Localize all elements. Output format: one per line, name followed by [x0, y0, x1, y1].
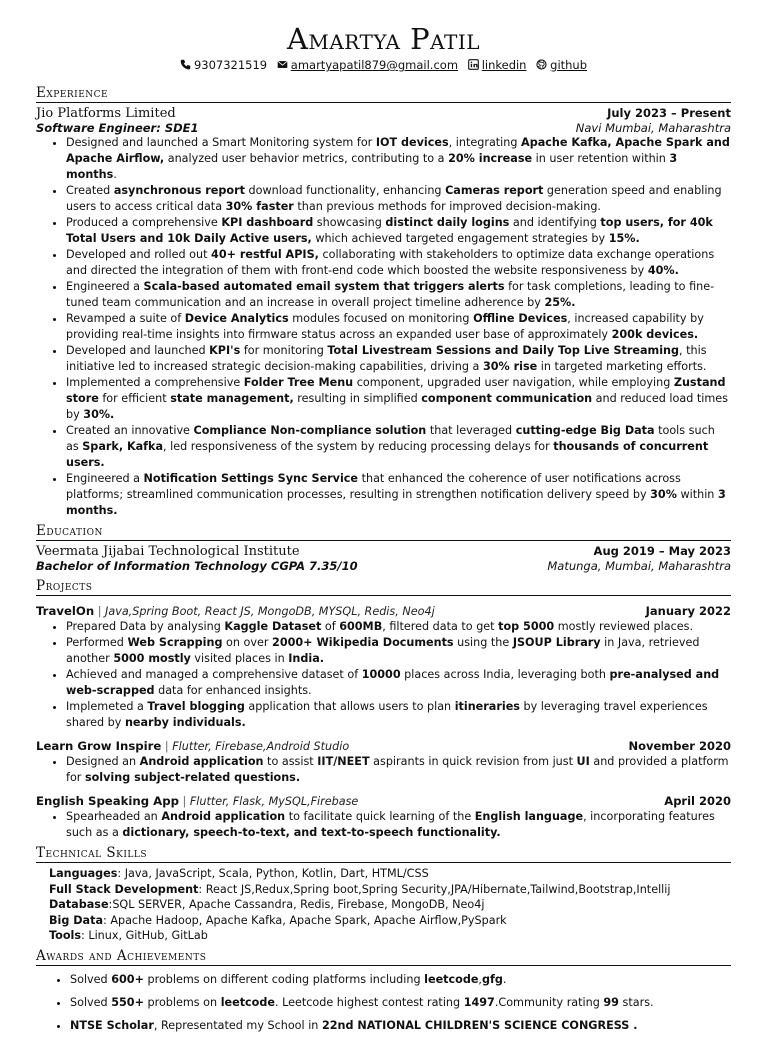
- degree: Bachelor of Information Technology CGPA 7.35/10: [36, 559, 358, 573]
- bullet-item: [70, 1014, 731, 1037]
- bullet-text: Designed an: [66, 755, 140, 768]
- bullet-emphasis: 40+ restful APIS,: [211, 248, 319, 261]
- bullet-emphasis: component communication: [421, 392, 593, 405]
- skill-line: [49, 897, 731, 913]
- candidate-name: Amartya Patil: [286, 22, 481, 56]
- bullet-text: .: [113, 168, 117, 181]
- bullet-emphasis: 1497: [463, 995, 495, 1009]
- bullet-item: [66, 311, 731, 343]
- github-item[interactable]: [536, 58, 587, 72]
- bullet-text: within: [676, 488, 718, 501]
- bullet-emphasis: 550+: [111, 995, 144, 1009]
- bullet-emphasis: 30%: [650, 488, 677, 501]
- experience-entry: [36, 106, 731, 519]
- bullet-item: [66, 215, 731, 247]
- bullet-text: for monitoring: [240, 344, 328, 357]
- bullet-text: data for enhanced insights.: [154, 684, 312, 697]
- bullet-emphasis: 25%.: [544, 296, 576, 309]
- bullet-emphasis: Kaggle Dataset: [224, 620, 322, 633]
- bullet-emphasis: IOT devices: [375, 136, 449, 149]
- project-separator: |: [178, 795, 190, 808]
- bullet-text: .Community rating: [494, 995, 604, 1009]
- bullet-text: collaborating with stakeholders to optimize data exchange operations and directed the integration of them with front-end code which boosted the website responsiveness by: [66, 248, 715, 277]
- bullet-emphasis: 99: [603, 995, 619, 1009]
- experience-date: July 2023 – Present: [607, 106, 731, 120]
- bullet-text: component, upgraded user navigation, while employing: [353, 376, 674, 389]
- project-entry: [36, 790, 731, 841]
- linkedin-item[interactable]: [468, 58, 530, 72]
- skill-label: Full Stack Development: [49, 882, 199, 896]
- skill-line: [49, 882, 731, 898]
- bullet-text: visited places in: [190, 652, 289, 665]
- bullet-emphasis: NTSE Scholar: [70, 1018, 154, 1032]
- awards-block: [36, 968, 731, 1037]
- section-title-experience: Experience: [36, 85, 731, 103]
- bullet-emphasis: IIT/NEET: [317, 755, 370, 768]
- project-tech: Flutter, Flask, MySQL,Firebase: [189, 795, 359, 808]
- bullet-emphasis: 30% faster: [225, 200, 294, 213]
- bullet-text: problems on: [143, 995, 221, 1009]
- bullet-text: Developed and launched: [66, 344, 210, 357]
- bullet-text: by leveraging travel experiences shared by: [66, 700, 708, 729]
- project-bullets: [36, 754, 731, 786]
- phone-item[interactable]: [180, 58, 271, 72]
- bullet-item: [66, 471, 731, 519]
- bullet-emphasis: KPI's: [209, 344, 241, 357]
- linkedin-icon: [468, 59, 479, 70]
- github-icon: [536, 59, 547, 70]
- project-name: English Speaking App: [36, 794, 179, 808]
- project-separator: |: [161, 740, 173, 753]
- phone-number: 9307321519: [193, 58, 268, 72]
- bullet-emphasis: 600MB: [339, 620, 383, 633]
- bullet-emphasis: 5000 mostly: [113, 652, 191, 665]
- skill-label: Languages: [49, 867, 118, 880]
- bullet-text: which achieved targeted engagement strategies by: [311, 232, 609, 245]
- bullet-text: modules focused on monitoring: [288, 312, 474, 325]
- email-item[interactable]: [277, 58, 462, 72]
- skill-line: [49, 928, 731, 944]
- bullet-emphasis: 10000: [361, 668, 401, 681]
- phone-icon: [180, 59, 191, 70]
- bullet-emphasis: 3 months: [66, 152, 678, 181]
- bullet-emphasis: 2000+ Wikipedia Documents: [272, 636, 454, 649]
- bullet-text: .: [502, 972, 507, 986]
- bullet-emphasis: India.: [288, 652, 324, 665]
- project-separator: |: [94, 605, 106, 618]
- education-location: Matunga, Mumbai, Maharashtra: [547, 559, 731, 573]
- bullet-emphasis: Android application: [161, 810, 286, 823]
- bullet-emphasis: 200k devices.: [611, 328, 699, 341]
- contact-line: [36, 58, 731, 72]
- bullet-emphasis: distinct daily logins: [385, 216, 510, 229]
- bullet-text: Solved: [70, 995, 112, 1009]
- bullet-text: in Java, retrieved another: [66, 636, 700, 665]
- bullet-text: Performed: [66, 636, 128, 649]
- project-name: Learn Grow Inspire: [36, 739, 162, 753]
- bullet-text: mostly reviewed places.: [554, 620, 694, 633]
- bullet-emphasis: Notification Settings Sync Service: [143, 472, 359, 485]
- bullet-text: resulting in simplified: [293, 392, 422, 405]
- section-title-education: Education: [36, 523, 731, 541]
- bullet-emphasis: leetcode: [424, 972, 479, 986]
- bullet-item: [66, 247, 731, 279]
- bullet-emphasis: 20% increase: [448, 152, 533, 165]
- bullet-text: Revamped a suite of: [66, 312, 185, 325]
- job-role: Software Engineer: SDE1: [36, 121, 199, 135]
- awards-bullets: [36, 968, 731, 1037]
- skill-value: : Java, JavaScript, Scala, Python, Kotlin, Dart, HTML/CSS: [117, 867, 429, 880]
- skill-value: : Apache Hadoop, Apache Kafka, Apache Spark, Apache Airflow,PySpark: [103, 913, 507, 927]
- section-title-skills: Technical Skills: [36, 845, 731, 863]
- bullet-emphasis: 600+: [111, 972, 144, 986]
- skill-value: :SQL SERVER, Apache Cassandra, Redis, Firebase, MongoDB, Neo4j: [108, 898, 485, 911]
- bullet-item: [66, 809, 731, 841]
- bullet-emphasis: Web Scrapping: [127, 636, 223, 649]
- bullet-emphasis: asynchronous report: [113, 184, 245, 197]
- bullet-text: Engineered a: [66, 280, 144, 293]
- bullet-emphasis: Apache Kafka, Apache Spark and Apache Airflow,: [66, 136, 730, 165]
- experience-location: Navi Mumbai, Maharashtra: [575, 121, 731, 135]
- bullet-emphasis: nearby individuals.: [124, 716, 246, 729]
- bullet-item: [66, 423, 731, 471]
- bullet-emphasis: JSOUP Library: [512, 636, 601, 649]
- bullet-text: analyzed user behavior metrics, contributing to a: [164, 152, 449, 165]
- project-tech: Flutter, Firebase,Android Studio: [172, 740, 350, 753]
- bullet-text: Implemeted a: [66, 700, 148, 713]
- bullet-emphasis: Scala-based automated email system that triggers alerts: [143, 280, 505, 293]
- bullet-text: aspirants in quick revision from just: [369, 755, 577, 768]
- projects-list: [36, 600, 731, 841]
- project-entry: [36, 600, 731, 731]
- bullet-emphasis: 30% rise: [482, 360, 538, 373]
- bullet-item: [66, 135, 731, 183]
- bullet-text: Designed and launched a Smart Monitoring system for: [66, 136, 376, 149]
- skill-line: [49, 866, 731, 882]
- bullet-emphasis: pre-analysed and web-scrapped: [66, 668, 720, 697]
- bullet-text: . Leetcode highest contest rating: [274, 995, 464, 1009]
- bullet-emphasis: state management,: [170, 392, 294, 405]
- project-name: TravelOn: [36, 604, 95, 618]
- bullet-text: application that allows users to plan: [244, 700, 455, 713]
- bullet-emphasis: itineraries: [454, 700, 520, 713]
- bullet-emphasis: UI: [576, 755, 590, 768]
- bullet-emphasis: solving subject-related questions.: [84, 771, 301, 784]
- bullet-text: Solved: [70, 972, 112, 986]
- bullet-emphasis: 40%.: [647, 264, 679, 277]
- project-tech: Java,Spring Boot, React JS, MongoDB, MYSQL, Redis, Neo4j: [105, 605, 435, 618]
- project-date: November 2020: [628, 739, 731, 753]
- bullet-emphasis: English language: [474, 810, 584, 823]
- bullet-emphasis: Total Livestream Sessions and Daily Top Live Streaming: [327, 344, 680, 357]
- bullet-text: and provided a platform for: [66, 755, 729, 784]
- bullet-text: , led responsiveness of the system by reducing processing delays for: [163, 440, 554, 453]
- bullet-text: showcasing: [313, 216, 386, 229]
- education-entry: [36, 544, 731, 573]
- bullet-text: tools such as: [66, 424, 715, 453]
- skill-label: Big Data: [49, 913, 103, 927]
- bullet-emphasis: 30%.: [83, 408, 115, 421]
- bullet-emphasis: KPI dashboard: [221, 216, 314, 229]
- project-bullets: [36, 809, 731, 841]
- bullet-text: in user retention within: [532, 152, 670, 165]
- bullet-item: [66, 375, 731, 423]
- bullet-item: [70, 968, 731, 991]
- bullet-text: , this initiative led to increased strategic decision-making capabilities, driving a: [66, 344, 707, 373]
- bullet-text: , filtered data to get: [382, 620, 499, 633]
- bullet-text: than previous methods for improved decision-making.: [293, 200, 601, 213]
- bullet-emphasis: dictionary, speech-to-text, and text-to-speech functionality.: [122, 826, 501, 839]
- skill-label: Database: [49, 898, 109, 911]
- company-name: Jio Platforms Limited: [36, 106, 176, 121]
- bullet-emphasis: Android application: [139, 755, 264, 768]
- bullet-item: [66, 343, 731, 375]
- bullet-item: [66, 183, 731, 215]
- github-link[interactable]: github: [550, 58, 588, 72]
- bullet-text: stars.: [618, 995, 654, 1009]
- bullet-text: places across India, leveraging both: [400, 668, 610, 681]
- bullet-text: Engineered a: [66, 472, 144, 485]
- linkedin-link[interactable]: linkedin: [481, 58, 527, 72]
- bullet-emphasis: 22nd NATIONAL CHILDREN'S SCIENCE CONGRESS .: [321, 1018, 638, 1032]
- bullet-item: [66, 635, 731, 667]
- project-entry: [36, 735, 731, 786]
- bullet-text: Developed and rolled out: [66, 248, 212, 261]
- bullet-emphasis: top users, for 40k Total Users and 10k Daily Active users,: [66, 216, 713, 245]
- bullet-text: in targeted marketing efforts.: [537, 360, 707, 373]
- skills-list: [36, 866, 731, 944]
- education-date: Aug 2019 – May 2023: [593, 544, 731, 558]
- bullet-text: on over: [222, 636, 273, 649]
- project-bullets: [36, 619, 731, 731]
- bullet-text: that leveraged: [426, 424, 516, 437]
- skill-line: [49, 913, 731, 929]
- section-title-projects: Projects: [36, 578, 731, 596]
- bullet-text: using the: [453, 636, 513, 649]
- bullet-text: for efficient: [98, 392, 171, 405]
- project-date: April 2020: [664, 794, 731, 808]
- bullet-text: , incorporating features such as a: [66, 810, 715, 839]
- bullet-item: [70, 991, 731, 1014]
- project-date: January 2022: [645, 604, 731, 618]
- bullet-item: [66, 667, 731, 699]
- email-link[interactable]: amartyapatil879@gmail.com: [290, 58, 459, 72]
- bullet-emphasis: gfg: [481, 972, 503, 986]
- bullet-text: to facilitate quick learning of the: [285, 810, 475, 823]
- bullet-text: ,: [478, 972, 482, 986]
- experience-bullets: [36, 135, 731, 519]
- bullet-text: and reduced load times by: [66, 392, 728, 421]
- bullet-emphasis: thousands of concurrent users.: [66, 440, 709, 469]
- bullet-text: generation speed and enabling users to access critical data: [66, 184, 722, 213]
- envelope-icon: [277, 59, 288, 70]
- bullet-emphasis: 15%.: [608, 232, 640, 245]
- bullet-text: Created: [66, 184, 114, 197]
- skill-value: : React JS,Redux,Spring boot,Spring Security,JPA/Hibernate,Tailwind,Bootstrap,Intellij: [198, 882, 671, 896]
- bullet-text: Prepared Data by analysing: [66, 620, 225, 633]
- skill-value: : Linux, GitHub, GitLab: [81, 929, 208, 942]
- bullet-emphasis: Spark, Kafka: [82, 440, 164, 453]
- bullet-emphasis: top 5000: [498, 620, 555, 633]
- bullet-text: for task completions, leading to fine-tuned team communication and an increase in overall project timeline adherence by: [66, 280, 715, 309]
- bullet-text: Spearheaded an: [66, 810, 162, 823]
- bullet-text: problems on different coding platforms including: [143, 972, 425, 986]
- bullet-emphasis: Zustand store: [66, 376, 726, 405]
- school-name: Veermata Jijabai Technological Institute: [36, 544, 300, 559]
- bullet-text: of: [321, 620, 340, 633]
- bullet-item: [66, 619, 731, 635]
- bullet-emphasis: Folder Tree Menu: [243, 376, 354, 389]
- bullet-emphasis: Cameras report: [445, 184, 544, 197]
- bullet-text: and identifying: [509, 216, 601, 229]
- bullet-text: Created an innovative: [66, 424, 194, 437]
- bullet-text: Achieved and managed a comprehensive dataset of: [66, 668, 362, 681]
- bullet-emphasis: 3 months.: [66, 488, 726, 517]
- bullet-text: , increased capability by providing real-time insights into firmware status across an expanded user base of approximately: [66, 312, 704, 341]
- bullet-text: that enhanced the coherence of user notifications across platforms; streamlined communication processes, resulting in strengthen notification delivery speed by: [66, 472, 681, 501]
- bullet-text: , Representated my School in: [153, 1018, 322, 1032]
- bullet-emphasis: Device Analytics: [184, 312, 289, 325]
- bullet-text: Produced a comprehensive: [66, 216, 222, 229]
- bullet-emphasis: Compliance Non-compliance solution: [193, 424, 427, 437]
- bullet-text: Implemented a comprehensive: [66, 376, 244, 389]
- bullet-item: [66, 279, 731, 311]
- bullet-emphasis: Travel blogging: [147, 700, 245, 713]
- bullet-text: download functionality, enhancing: [244, 184, 446, 197]
- resume-page: [36, 22, 731, 1037]
- bullet-item: [66, 754, 731, 786]
- bullet-emphasis: Offline Devices: [473, 312, 568, 325]
- skill-label: Tools: [49, 929, 82, 942]
- bullet-item: [66, 699, 731, 731]
- bullet-emphasis: leetcode: [220, 995, 275, 1009]
- bullet-text: , integrating: [448, 136, 522, 149]
- bullet-emphasis: cutting-edge Big Data: [515, 424, 655, 437]
- bullet-text: to assist: [263, 755, 318, 768]
- section-title-awards: Awards and Achievements: [36, 948, 731, 966]
